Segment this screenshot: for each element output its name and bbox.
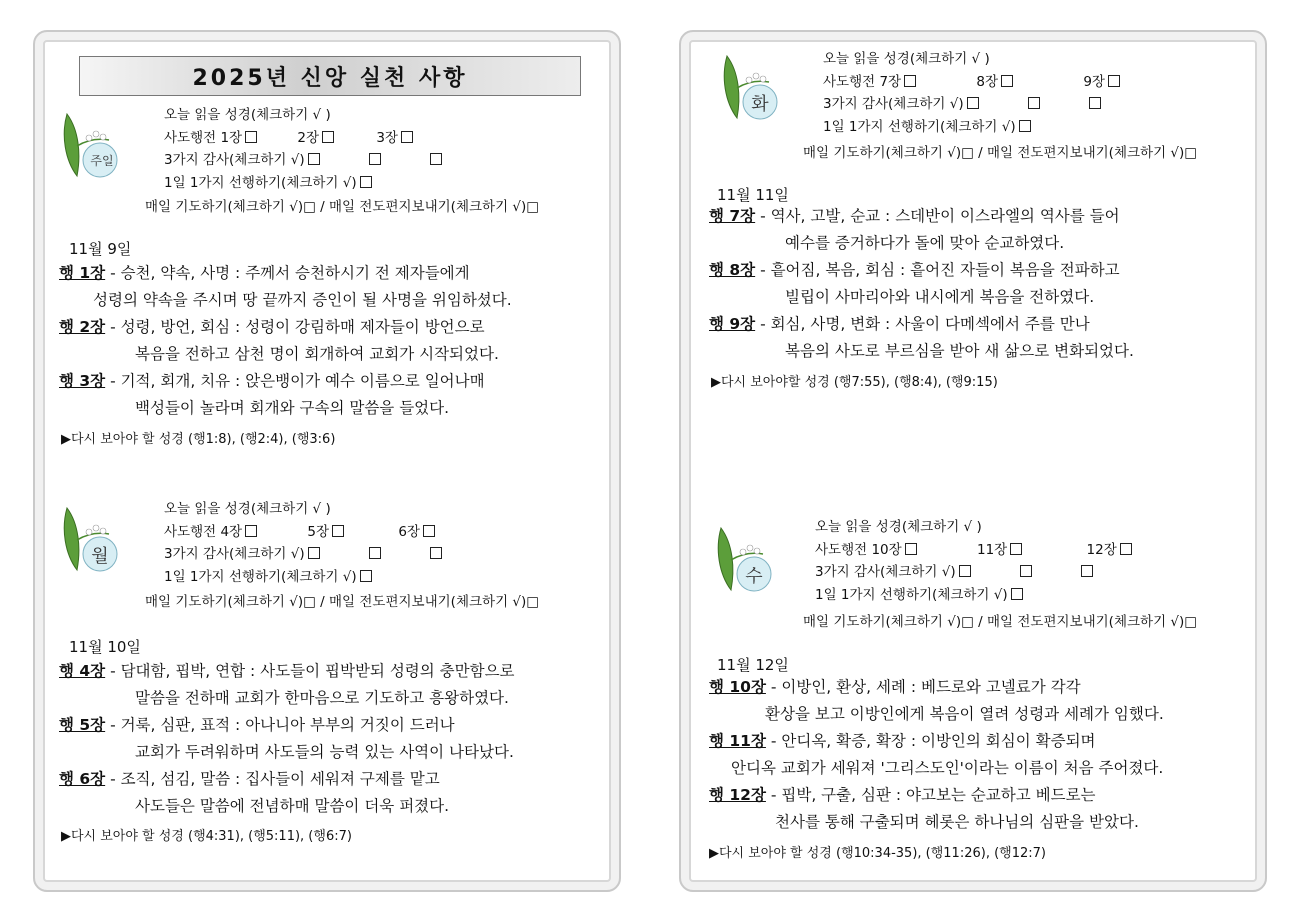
section-date: 11월 10일 xyxy=(69,638,141,656)
entry-text: - 승천, 약속, 사명 : 주께서 승천하시기 전 제자들에게 xyxy=(105,264,470,282)
section-entries-wednesday xyxy=(709,674,1164,836)
day-label: 주일 xyxy=(90,154,114,168)
checklist-sunday xyxy=(164,104,442,194)
good-deed-label: 1일 1가지 선행하기(체크하기 √) xyxy=(815,586,1008,603)
thanks-label: 3가지 감사(체크하기 √) xyxy=(815,564,956,580)
entry-text: - 역사, 고발, 순교 : 스데반이 이스라엘의 역사를 들어 xyxy=(755,207,1120,225)
review-verses: ▶다시 보아야할 성경 (행7:55), (행8:4), (행9:15) xyxy=(711,375,998,390)
entry-line xyxy=(59,658,515,685)
chapter-ref: 행 3장 xyxy=(59,372,106,390)
chapter-label: 사도행전 7장 xyxy=(823,73,902,90)
checkbox[interactable] xyxy=(401,131,413,143)
chapter-ref: 행 5장 xyxy=(59,716,106,734)
checklist-chapters xyxy=(164,521,442,544)
checklist-chapters xyxy=(823,71,1120,94)
entry-text: - 안디옥, 확증, 확장 : 이방인의 회심이 확증되며 xyxy=(765,732,1096,750)
good-deed-label: 1일 1가지 선행하기(체크하기 √) xyxy=(823,118,1016,135)
checkbox[interactable] xyxy=(430,547,442,559)
checklist-good-deed xyxy=(164,172,442,195)
day-badge-wednesday xyxy=(713,524,779,594)
chapter-ref: 행 10장 xyxy=(709,678,766,696)
day-label: 화 xyxy=(751,94,769,115)
checkbox[interactable] xyxy=(369,547,381,559)
page-right xyxy=(679,30,1267,892)
section-entries-monday xyxy=(59,658,515,820)
checkbox[interactable] xyxy=(959,565,971,577)
entry-line xyxy=(59,712,515,739)
entry-line xyxy=(709,311,1134,338)
section-entries-sunday xyxy=(59,260,512,422)
entry-text: - 기적, 회개, 치유 : 앉은뱅이가 예수 이름으로 일어나매 xyxy=(105,372,485,390)
entry-line xyxy=(709,674,1164,701)
chapter-ref: 행 1장 xyxy=(59,264,106,282)
entry-line: 사도들은 말씀에 전념하매 말씀이 더욱 퍼졌다. xyxy=(135,797,450,815)
day-label: 수 xyxy=(745,566,763,587)
checkbox[interactable] xyxy=(1028,97,1040,109)
entry-line: 복음의 사도로 부르심을 받아 새 삶으로 변화되었다. xyxy=(785,342,1134,360)
chapter-ref: 행 2장 xyxy=(59,318,106,336)
chapter-ref: 행 8장 xyxy=(709,261,756,279)
thanks-label: 3가지 감사(체크하기 √) xyxy=(823,96,964,112)
entry-line xyxy=(59,368,512,395)
checkbox[interactable] xyxy=(360,570,372,582)
day-badge-tuesday xyxy=(719,52,785,122)
chapter-ref: 행 7장 xyxy=(709,207,756,225)
entry-line: 백성들이 놀라며 회개와 구속의 말씀을 들었다. xyxy=(135,399,450,417)
entry-line: 복음을 전하고 삼천 명이 회개하여 교회가 시작되었다. xyxy=(135,345,499,363)
day-badge-sunday xyxy=(59,110,125,180)
entry-text: - 성령, 방언, 회심 : 성령이 강림하매 제자들이 방언으로 xyxy=(105,318,485,336)
entry-line: 환상을 보고 이방인에게 복음이 열려 성령과 세례가 임했다. xyxy=(765,705,1164,723)
section-entries-tuesday xyxy=(709,203,1134,365)
checklist-bible: 오늘 읽을 성경(체크하기 √ ) xyxy=(823,51,990,67)
chapter-label: 8장 xyxy=(976,73,999,90)
section-date: 11월 12일 xyxy=(717,656,789,674)
checklist-thanks xyxy=(164,149,442,172)
good-deed-label: 1일 1가지 선행하기(체크하기 √) xyxy=(164,568,357,585)
chapter-label: 3장 xyxy=(376,129,398,146)
entry-text: - 조직, 섬김, 말씀 : 집사들이 세워져 구제를 맡고 xyxy=(105,770,440,788)
entry-line xyxy=(709,782,1164,809)
checkbox[interactable] xyxy=(1081,565,1093,577)
day-badge-monday xyxy=(59,504,125,574)
review-verses: ▶다시 보아야 할 성경 (행4:31), (행5:11), (행6:7) xyxy=(61,829,352,844)
checklist-good-deed xyxy=(823,116,1120,139)
entry-line xyxy=(709,203,1134,230)
checkbox[interactable] xyxy=(369,153,381,165)
thanks-label: 3가지 감사(체크하기 √) xyxy=(164,152,305,168)
chapter-label: 5장 xyxy=(307,523,330,540)
checkbox[interactable] xyxy=(423,525,435,537)
entry-text: - 이방인, 환상, 세례 : 베드로와 고넬료가 각각 xyxy=(765,678,1081,696)
chapter-label: 사도행전 1장 xyxy=(164,129,243,146)
chapter-ref: 행 4장 xyxy=(59,662,106,680)
checkbox[interactable] xyxy=(245,131,257,143)
checklist-chapters xyxy=(164,127,442,150)
chapter-label: 9장 xyxy=(1083,73,1105,90)
chapter-ref: 행 9장 xyxy=(709,315,756,333)
entry-line: 빌립이 사마리아와 내시에게 복음을 전하였다. xyxy=(785,288,1095,306)
checklist-tuesday xyxy=(823,48,1120,138)
chapter-ref: 행 12장 xyxy=(709,786,766,804)
checkbox[interactable] xyxy=(332,525,344,537)
checkbox[interactable] xyxy=(308,153,320,165)
checkbox[interactable] xyxy=(1011,588,1023,600)
checklist-bible: 오늘 읽을 성경(체크하기 √ ) xyxy=(164,501,331,517)
thanks-label: 3가지 감사(체크하기 √) xyxy=(164,546,305,562)
entry-text: - 회심, 사명, 변화 : 사울이 다메섹에서 주를 만나 xyxy=(755,315,1090,333)
checkbox[interactable] xyxy=(1120,543,1132,555)
checklist-thanks xyxy=(815,561,1132,584)
checkbox[interactable] xyxy=(308,547,320,559)
entry-text: - 담대함, 핍박, 연합 : 사도들이 핍박받되 성령의 충만함으로 xyxy=(105,662,515,680)
daily-prayer-mission: 매일 기도하기(체크하기 √)□ / 매일 전도편지보내기(체크하기 √)□ xyxy=(145,199,540,215)
daily-prayer-mission: 매일 기도하기(체크하기 √)□ / 매일 전도편지보내기(체크하기 √)□ xyxy=(803,614,1198,630)
chapter-ref: 행 6장 xyxy=(59,770,106,788)
daily-prayer-mission: 매일 기도하기(체크하기 √)□ / 매일 전도편지보내기(체크하기 √)□ xyxy=(803,145,1198,161)
entry-line xyxy=(59,766,515,793)
lily-leaf-icon xyxy=(59,110,125,180)
checkbox[interactable] xyxy=(1108,75,1120,87)
checklist-good-deed xyxy=(815,584,1132,607)
checklist-monday xyxy=(164,498,442,588)
checkbox[interactable] xyxy=(360,176,372,188)
checkbox[interactable] xyxy=(1010,543,1022,555)
checklist-thanks xyxy=(823,93,1120,116)
entry-line: 말씀을 전하매 교회가 한마음으로 기도하고 흥왕하였다. xyxy=(135,689,509,707)
checkbox[interactable] xyxy=(430,153,442,165)
review-verses: ▶다시 보아야 할 성경 (행1:8), (행2:4), (행3:6) xyxy=(61,432,336,447)
entry-line xyxy=(709,728,1164,755)
entry-text: - 핍박, 구출, 심판 : 야고보는 순교하고 베드로는 xyxy=(765,786,1096,804)
chapter-label: 2장 xyxy=(297,129,320,146)
page-title-bar xyxy=(79,56,581,96)
checklist-good-deed xyxy=(164,566,442,589)
section-date: 11월 11일 xyxy=(717,186,789,204)
entry-text: - 거룩, 심판, 표적 : 아나니아 부부의 거짓이 드러나 xyxy=(105,716,455,734)
checklist-bible: 오늘 읽을 성경(체크하기 √ ) xyxy=(164,107,331,123)
checkbox[interactable] xyxy=(322,131,334,143)
chapter-label: 6장 xyxy=(398,523,420,540)
checkbox[interactable] xyxy=(245,525,257,537)
checklist-bible: 오늘 읽을 성경(체크하기 √ ) xyxy=(815,519,982,535)
chapter-label: 사도행전 10장 xyxy=(815,541,902,558)
chapter-ref: 행 11장 xyxy=(709,732,766,750)
entry-line: 안디옥 교회가 세워져 '그리스도인'이라는 이름이 처음 주어졌다. xyxy=(731,759,1164,777)
page-left xyxy=(33,30,621,892)
page-title: 2025년 신앙 실천 사항 xyxy=(192,65,468,91)
chapter-label: 사도행전 4장 xyxy=(164,523,243,540)
entry-line xyxy=(709,257,1134,284)
entry-text: - 흩어짐, 복음, 회심 : 흩어진 자들이 복음을 전파하고 xyxy=(755,261,1120,279)
entry-line xyxy=(59,314,512,341)
entry-line: 성령의 약속을 주시며 땅 끝까지 증인이 될 사명을 위임하셨다. xyxy=(93,291,512,309)
entry-line: 천사를 통해 구출되며 헤롯은 하나님의 심판을 받았다. xyxy=(775,813,1139,831)
day-label: 월 xyxy=(91,546,109,567)
chapter-label: 11장 xyxy=(976,541,1008,558)
entry-line: 예수를 증거하다가 돌에 맞아 순교하였다. xyxy=(785,234,1065,252)
checkbox[interactable] xyxy=(1020,565,1032,577)
checkbox[interactable] xyxy=(1089,97,1101,109)
entry-line xyxy=(59,260,512,287)
checkbox[interactable] xyxy=(1001,75,1013,87)
checkbox[interactable] xyxy=(1019,120,1031,132)
daily-prayer-mission: 매일 기도하기(체크하기 √)□ / 매일 전도편지보내기(체크하기 √)□ xyxy=(145,594,540,610)
checkbox[interactable] xyxy=(905,543,917,555)
checklist-wednesday xyxy=(815,516,1132,606)
chapter-label: 12장 xyxy=(1086,541,1117,558)
review-verses: ▶다시 보아야 할 성경 (행10:34-35), (행11:26), (행12:7) xyxy=(709,846,1046,861)
checkbox[interactable] xyxy=(904,75,916,87)
section-date: 11월 9일 xyxy=(69,240,132,258)
checklist-chapters xyxy=(815,539,1132,562)
entry-line: 교회가 두려워하며 사도들의 능력 있는 사역이 나타났다. xyxy=(135,743,514,761)
good-deed-label: 1일 1가지 선행하기(체크하기 √) xyxy=(164,174,357,191)
checklist-thanks xyxy=(164,543,442,566)
checkbox[interactable] xyxy=(967,97,979,109)
